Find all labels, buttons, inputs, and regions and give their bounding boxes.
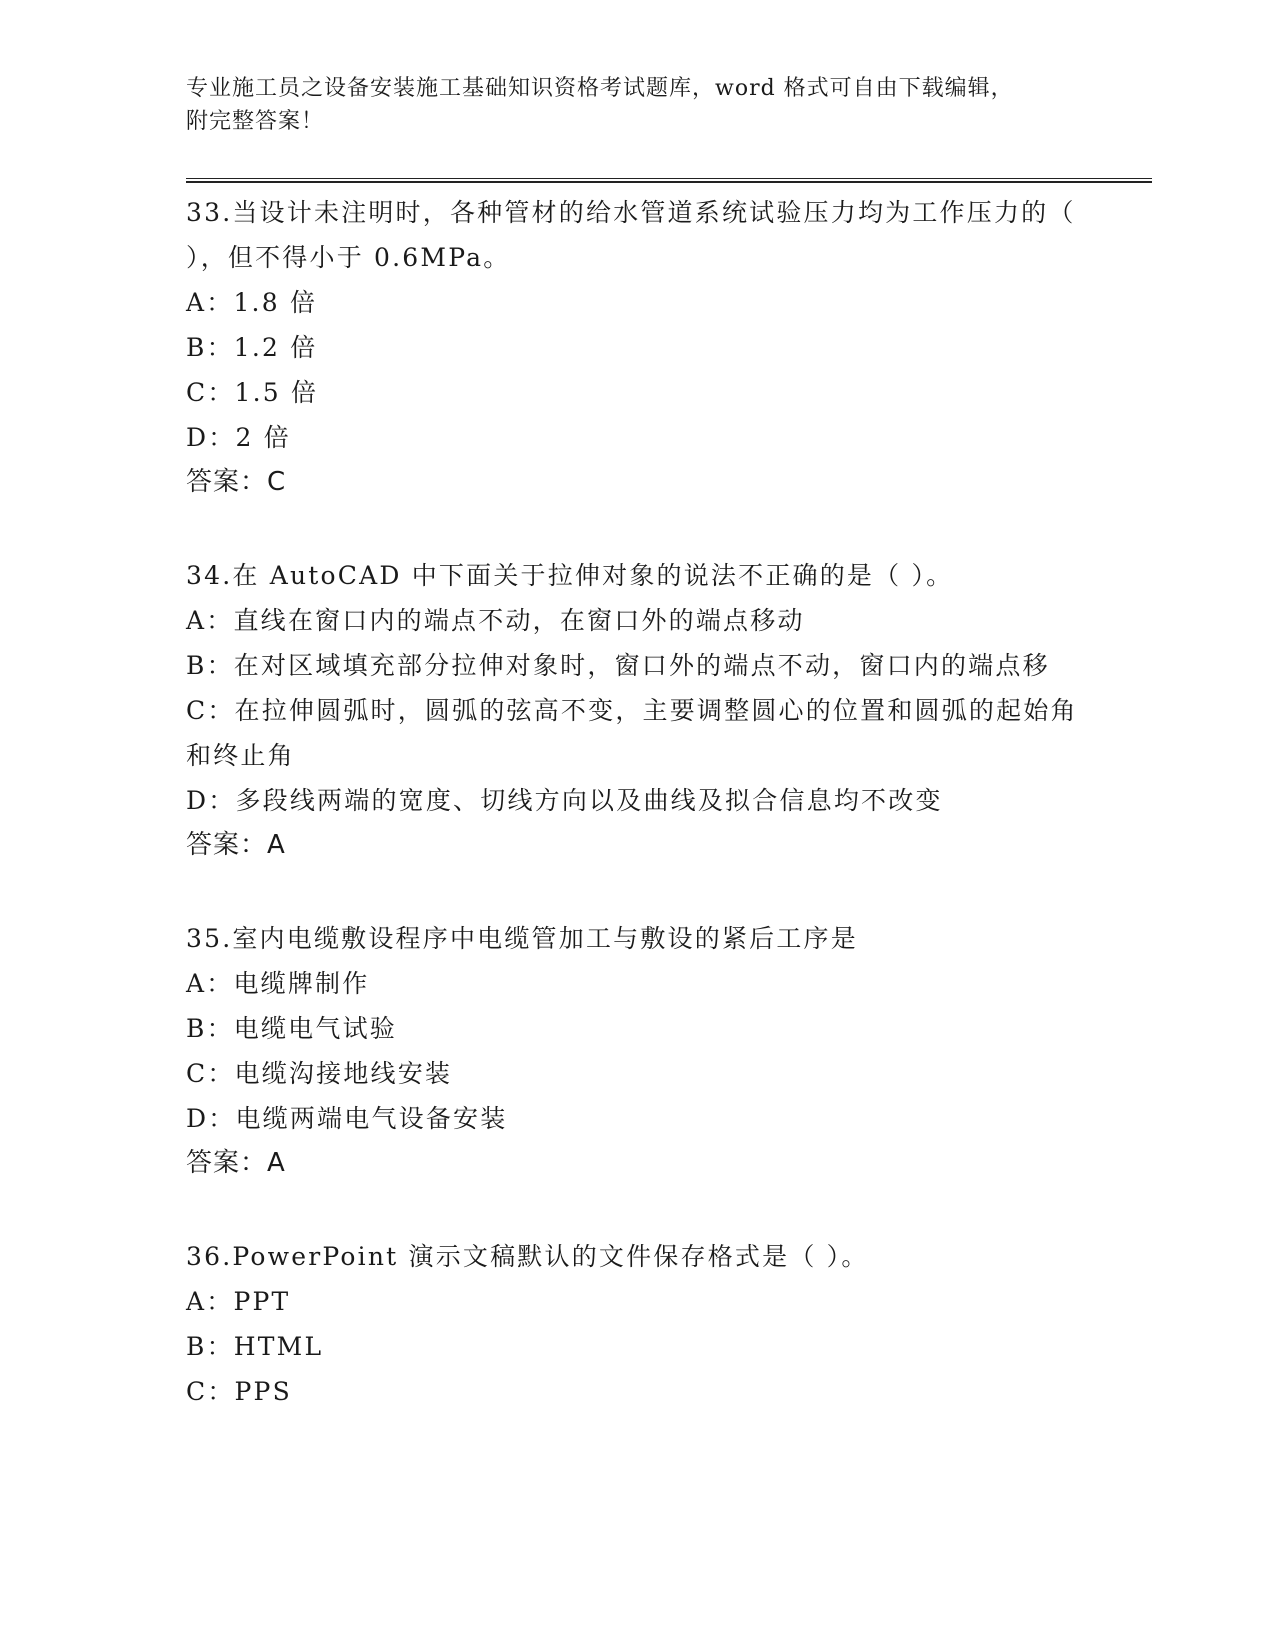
option-a: A：电缆牌制作 (186, 969, 370, 998)
question-35 (186, 916, 1086, 1186)
document-header (186, 72, 1086, 138)
question-text: 35.室内电缆敷设程序中电缆管加工与敷设的紧后工序是 (186, 924, 858, 953)
option-c: C：电缆沟接地线安装 (186, 1059, 453, 1088)
question-text: 34.在 AutoCAD 中下面关于拉伸对象的说法不正确的是（ ）。 (186, 561, 954, 590)
option-d: D：多段线两端的宽度、切线方向以及曲线及拟合信息均不改变 (186, 786, 943, 815)
option-d: D：电缆两端电气设备安装 (186, 1104, 508, 1133)
option-a: A：PPT (186, 1287, 291, 1316)
option-c: C：在拉伸圆弧时，圆弧的弦高不变，主要调整圆心的位置和圆弧的起始角和终止角 (186, 696, 1078, 770)
question-list (186, 190, 1086, 1462)
question-34 (186, 553, 1086, 868)
question-text: 33.当设计未注明时，各种管材的给水管道系统试验压力均为工作压力的（ ），但不得小于 0.6MPa。 (186, 198, 1076, 272)
option-a: A：1.8 倍 (186, 288, 318, 317)
option-b: B：HTML (186, 1332, 324, 1361)
option-a: A：直线在窗口内的端点不动，在窗口外的端点移动 (186, 606, 805, 635)
question-text: 36.PowerPoint 演示文稿默认的文件保存格式是（ ）。 (186, 1242, 869, 1271)
option-b: B：在对区域填充部分拉伸对象时，窗口外的端点不动，窗口内的端点移 (186, 651, 1050, 680)
header-divider-thin (186, 178, 1152, 179)
option-c: C：PPS (186, 1377, 292, 1406)
option-b: B：1.2 倍 (186, 333, 318, 362)
answer: 答案：A (186, 1148, 286, 1178)
option-d: D：2 倍 (186, 423, 291, 452)
header-line-1: 专业施工员之设备安装施工基础知识资格考试题库，word 格式可自由下载编辑， (186, 76, 1014, 101)
option-b: B：电缆电气试验 (186, 1014, 397, 1043)
option-c: C：1.5 倍 (186, 378, 319, 407)
question-33 (186, 190, 1086, 505)
answer: 答案：A (186, 830, 286, 860)
question-36 (186, 1234, 1086, 1414)
answer: 答案：C (186, 467, 287, 497)
header-divider-thick (186, 181, 1152, 183)
header-line-2: 附完整答案！ (186, 109, 325, 134)
